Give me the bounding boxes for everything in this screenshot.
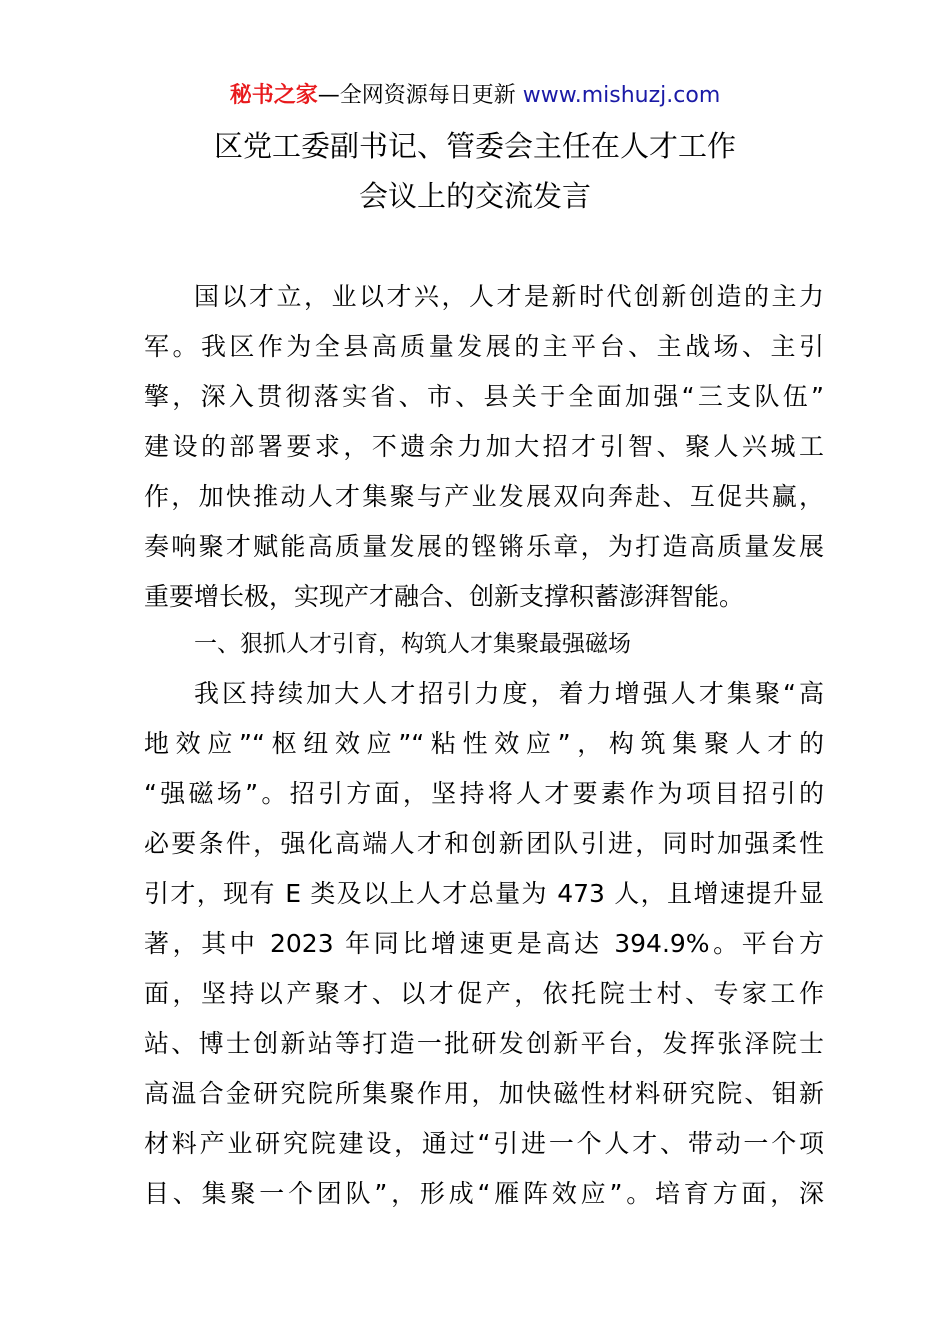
paragraph-line: 重要增长极，实现产才融合、创新支撑积蓄澎湃智能。 <box>144 582 745 611</box>
paragraph-line: 材料产业研究院建设，通过“引进一个人才、带动一个项 <box>144 1129 824 1158</box>
brand-name: 秘书之家 <box>229 83 318 108</box>
paragraph-line: 我区持续加大人才招引力度，着力增强人才集聚“高 <box>194 679 824 708</box>
paragraph-line: 建设的部署要求，不遗余力加大招才引智、聚人兴城工 <box>144 432 824 461</box>
paragraph-line: 必要条件，强化高端人才和创新团队引进，同时加强柔性 <box>144 829 824 858</box>
paragraph-1 <box>144 272 824 622</box>
site-header <box>0 80 950 112</box>
paragraph-line: 国以才立，业以才兴，人才是新时代创新创造的主力 <box>194 282 824 311</box>
paragraph-line: 目、集聚一个团队”，形成“雁阵效应”。培育方面，深 <box>144 1179 824 1208</box>
header-tagline: —全网资源每日更新 <box>317 83 523 108</box>
paragraph-line: 面，坚持以产聚才、以才促产，依托院士村、专家工作 <box>144 979 824 1008</box>
paragraph-line: 奏响聚才赋能高质量发展的铿锵乐章，为打造高质量发展 <box>144 532 824 561</box>
paragraph-line: 作，加快推动人才集聚与产业发展双向奔赴、互促共赢， <box>144 482 824 511</box>
paragraph-line: 引才，现有 E 类及以上人才总量为 473 人，且增速提升显 <box>144 879 824 908</box>
site-url-link[interactable]: www.mishuzj.com <box>522 83 721 108</box>
paragraph-line: 高温合金研究院所集聚作用，加快磁性材料研究院、钼新 <box>144 1079 824 1108</box>
paragraph-line: 站、博士创新站等打造一批研发创新平台，发挥张泽院士 <box>144 1029 824 1058</box>
section-1 <box>144 619 824 669</box>
paragraph-line: 擎，深入贯彻落实省、市、县关于全面加强“三支队伍” <box>144 382 824 411</box>
paragraph-line: 地效应”“枢纽效应”“粘性效应”，构筑集聚人才的 <box>144 729 824 758</box>
paragraph-2 <box>144 669 824 1219</box>
paragraph-line: 军。我区作为全县高质量发展的主平台、主战场、主引 <box>144 332 824 361</box>
paragraph-line: 著，其中 2023 年同比增速更是高达 394.9%。平台方 <box>144 929 824 958</box>
document-title-line-1: 区党工委副书记、管委会主任在人才工作 <box>213 129 736 163</box>
paragraph-line: “强磁场”。招引方面，坚持将人才要素作为项目招引的 <box>144 779 824 808</box>
document-title-line-2: 会议上的交流发言 <box>358 179 591 213</box>
section-heading: 一、狠抓人才引育，构筑人才集聚最强磁场 <box>194 631 631 657</box>
